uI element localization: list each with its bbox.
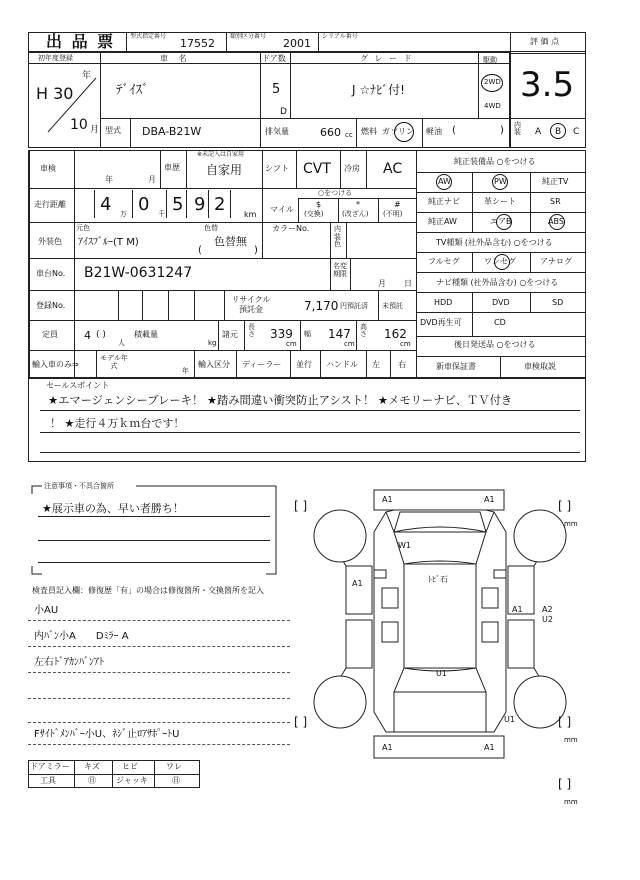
recycle-unpaid: 未預託 [382, 302, 403, 310]
tv-oneseg: ワンセグ [484, 257, 516, 266]
unknown-hash: # [394, 200, 401, 209]
class-number-label: 類別区分番号 [230, 33, 267, 40]
legend-jack-mark: ㊐ [172, 776, 180, 785]
type-label: 型式 [105, 126, 121, 135]
equip-sr: SR [550, 197, 561, 206]
interior-grade-a: A [535, 127, 542, 137]
tv-oneseg-circle [494, 254, 510, 270]
equip-pw: PW [494, 177, 507, 186]
capacity-paren: ( ) [96, 330, 106, 340]
model-year-unit: 年 [182, 367, 189, 375]
cd-label: CD [494, 318, 506, 327]
navi-sd: SD [552, 298, 564, 307]
doors-sub: D [280, 107, 287, 117]
displacement-value: 660 [320, 126, 341, 139]
length-value: 339 [270, 327, 293, 341]
chassis-value: B21W-0631247 [84, 265, 193, 281]
mark-front-bumper-right: A1 [484, 495, 495, 504]
wheel-front-right [514, 510, 566, 562]
era-year: H 30 [36, 84, 74, 103]
light-oil-label: 軽油 [426, 127, 442, 136]
color-change-label: 色替 [204, 224, 218, 232]
tread-mm-rear-right: mm [564, 736, 578, 744]
history-label: 車歴 [164, 163, 180, 172]
fuel-value: ガソリン [382, 127, 414, 136]
interior-color-label: 内装色 [334, 225, 341, 249]
tread-bracket-front-left: [ ] [294, 499, 308, 513]
color-change-paren-open: ( [198, 245, 202, 256]
mark-right-door: A1 [512, 605, 523, 614]
load-unit: kg [208, 339, 217, 347]
legend-scratch: キズ [84, 762, 100, 771]
history-note: ※未記入は自家用 [197, 151, 245, 158]
navi-type-label: ナビ種類 (社外品含む) ○をつける [436, 278, 559, 287]
mark-right-panel-a2: A2 [542, 605, 553, 614]
score-label: 評 価 点 [530, 37, 560, 46]
width-value: 147 [328, 327, 351, 341]
height-label: 高さ [360, 323, 367, 338]
register-label: 登録No. [36, 301, 66, 310]
shipping-warranty: 新車保証書 [436, 362, 476, 371]
wheel-rear-left [314, 676, 366, 728]
notes-label: 注意事項・不具合箇所 [44, 482, 114, 490]
sales-points-line1: ★エマージェンシーブレーキ！ ★踏み間違い衝突防止アシスト！ ★メモリーナビ、ＴＶ付き [48, 394, 513, 407]
shift-label: シフト [265, 164, 289, 173]
unknown-label: (不明) [383, 210, 403, 218]
equip-abs-circle [549, 214, 565, 230]
name-change-label: 名変期限 [333, 262, 347, 279]
equip-pw-circle [492, 174, 508, 190]
ac-label: 冷房 [344, 164, 360, 173]
import-parallel: 並行 [296, 360, 312, 369]
chassis-label: 車台No. [36, 269, 66, 278]
fuel-paren-open: ( [452, 125, 456, 136]
mileage-digit-3: 5 [172, 194, 184, 215]
length-label: 長さ [248, 323, 255, 338]
handle-left: 左 [372, 360, 380, 369]
capacity-label: 定員 [42, 330, 58, 339]
swap-label: (交換) [304, 210, 324, 218]
name-change-month: 月 [378, 279, 386, 288]
doors-label: ドア数 [262, 54, 286, 63]
width-unit: cm [344, 340, 355, 348]
inspector-label: 検査員記入欄：修復歴「有」の場合は修復箇所・交換箇所を記入 [32, 586, 264, 595]
width-label: 幅 [304, 330, 311, 338]
mile-label: マイル [270, 205, 294, 214]
drive-4wd: 4WD [484, 102, 501, 110]
fuel-circle [394, 122, 414, 142]
mileage-digit-2: 0 [138, 194, 150, 215]
name-change-day: 日 [404, 279, 412, 288]
sales-points-line2: ！ ★走行４万ｋｍ台です！ [50, 417, 185, 430]
mark-right-panel-u2: U2 [542, 615, 553, 624]
grade-label: グ レ ー ド [360, 54, 414, 63]
equip-abs: ABS [548, 217, 564, 226]
capacity-value: 4 [84, 329, 91, 342]
legend-jack: ジャッキ [116, 776, 148, 785]
score-value: 3.5 [520, 65, 575, 105]
import-type-label: 輸入区分 [198, 360, 230, 369]
color-no-label: カラーNo. [272, 224, 310, 233]
tread-bracket-rear-left: [ ] [294, 715, 308, 729]
shipping-manual: 車検取説 [524, 362, 556, 371]
capacity-unit: 人 [118, 339, 125, 347]
mileage-km: km [244, 210, 257, 219]
length-unit: cm [286, 340, 297, 348]
tv-analog: アナログ [540, 257, 572, 266]
tread-mm-spare: mm [564, 798, 578, 806]
tampered-label: (改ざん) [342, 210, 369, 218]
exterior-color-label: 外装色 [38, 237, 62, 246]
mileage-digit-4: 9 [194, 194, 206, 215]
plate-label: 諸元 [222, 330, 238, 339]
tv-fullseg: フルセグ [428, 257, 460, 266]
mark-rear-bumper-left: A1 [382, 743, 393, 752]
tread-bracket-spare: [ ] [558, 777, 572, 791]
drive-2wd: 2WD [484, 78, 501, 86]
car-damage-diagram [290, 486, 590, 812]
month-unit-label: 月 [90, 125, 100, 135]
recycle-unit: 円預託済 [340, 302, 368, 310]
model-year-label: モデル年式 [100, 354, 128, 371]
legend-tools: 工具 [40, 776, 56, 785]
mark-rear-bumper-right: A1 [484, 743, 495, 752]
genuine-equipment-label: 純正装備品 ○をつける [454, 157, 536, 166]
legend-door-mirror: ドアミラー [30, 762, 70, 771]
legend-tools-mark: ㊐ [88, 776, 96, 785]
equip-airbag-circle [496, 214, 512, 230]
import-dealer: ディーラー [242, 360, 282, 369]
inspector-line3: 左右ﾄﾞｱｶﾝﾊﾞﾝｱﾄ [34, 657, 104, 668]
mileage-digit-1: 4 [100, 194, 112, 215]
shipping-label: 後日発送品 ○をつける [454, 340, 536, 349]
swap-dollar: $ [316, 200, 322, 209]
color-change-paren-close: ) [254, 245, 258, 256]
mileage-man: 万 [120, 210, 127, 218]
equip-genuine-aw: 純正AW [428, 217, 457, 226]
first-reg-label: 初年度登録 [38, 54, 73, 62]
displacement-label: 排気量 [265, 127, 289, 136]
tampered-star: * [356, 200, 360, 209]
load-label: 積載量 [134, 330, 158, 339]
equip-airbag: エアB [490, 217, 512, 226]
shift-value: CVT [303, 161, 331, 177]
ac-value: AC [383, 161, 403, 177]
interior-grade-c: C [573, 127, 580, 137]
legend-crack: ヒビ [122, 762, 138, 771]
fuel-label: 燃料 [361, 127, 377, 136]
serial-label: シリアル番号 [322, 33, 358, 40]
mark-roof: ﾄﾋﾞ石 [428, 575, 448, 584]
orig-color-label: 元色 [76, 224, 90, 232]
handle-right: 右 [398, 360, 406, 369]
recycle-value: 7,170 [304, 299, 339, 313]
car-name: ﾃﾞｲｽﾞ [116, 83, 149, 98]
displacement-unit: cc [345, 131, 353, 139]
dvd-play-label: DVD再生可 [420, 318, 462, 327]
mark-rear-right: U1 [504, 715, 515, 724]
tread-bracket-rear-right: [ ] [558, 715, 572, 729]
page-title: 出 品 票 [46, 32, 116, 51]
notes-frame [26, 480, 286, 580]
model-designation-value: 17552 [180, 37, 215, 50]
inspector-line2: 内ﾊﾞﾝ小A Dﾐﾗｰ A [34, 631, 129, 642]
inspector-line6: Fｻｲﾄﾞﾒﾝﾊﾞｰ小U、ﾈｼﾞ止ﾛｱｻﾎﾟｰﾄU [34, 729, 180, 740]
handle-label: ハンドル [326, 360, 358, 369]
notes-line1: ★展示車の為、早い者勝ち！ [42, 502, 184, 515]
navi-hdd: HDD [434, 298, 453, 307]
equip-genuine-tv: 純正TV [542, 177, 569, 186]
tread-mm-front-right: mm [564, 520, 578, 528]
equip-aw: AW [438, 177, 451, 186]
inspection-month-unit: 月 [148, 175, 156, 184]
tread-bracket-front-right: [ ] [558, 499, 572, 513]
tv-type-label: TV種類 (社外品含む) ○をつける [436, 238, 553, 247]
inspection-year-unit: 年 [105, 175, 113, 184]
sales-points-label: セールスポイント [46, 381, 110, 390]
mark-left-fender: A1 [352, 579, 363, 588]
import-label: 輸入車のみ⇒ [32, 360, 79, 369]
exterior-color: ｱｲｽﾌﾞﾙｰ(T M) [78, 237, 139, 248]
drive-label: 駆動 [483, 56, 497, 64]
equip-genuine-navi: 純正ナビ [428, 197, 460, 206]
height-unit: cm [400, 340, 411, 348]
height-value: 162 [384, 327, 407, 341]
fuel-paren-close: ) [500, 125, 504, 136]
mark-rear-center: U1 [436, 669, 447, 678]
wheel-front-left [314, 510, 366, 562]
type-value: DBA-B21W [142, 125, 202, 138]
mark-windshield: W1 [398, 541, 411, 550]
mileage-digit-5: 2 [214, 194, 226, 215]
model-designation-label: 型式指定番号 [130, 33, 167, 40]
mark-front-bumper-left: A1 [382, 495, 393, 504]
navi-dvd: DVD [492, 298, 510, 307]
year-unit-label: 年 [82, 71, 92, 81]
car-name-label: 車 名 [160, 54, 191, 63]
interior-grade-b: B [555, 127, 562, 137]
class-number-value: 2001 [283, 37, 311, 50]
reg-month: 10 [70, 117, 88, 133]
mileage-circle-note: ○をつける [318, 189, 353, 197]
inspection-label: 車検 [40, 164, 56, 173]
history-value: 自家用 [206, 163, 243, 177]
interior-grade-circle [550, 123, 566, 139]
mileage-label: 走行距離 [34, 200, 66, 209]
legend-break: ワレ [166, 762, 182, 771]
interior-label: 内装 [514, 121, 521, 136]
grade-value: J ☆ﾅﾋﾞ付! [352, 83, 405, 97]
color-change-value: 色替無 [214, 235, 247, 248]
equip-leather-seat: 革シート [484, 197, 516, 206]
doors-value: 5 [272, 82, 281, 97]
equip-aw-circle [436, 174, 452, 190]
mileage-sen: 千 [158, 210, 165, 218]
recycle-label: リサイクル預託金 [231, 295, 271, 314]
inspector-line1: 小AU [34, 605, 59, 616]
